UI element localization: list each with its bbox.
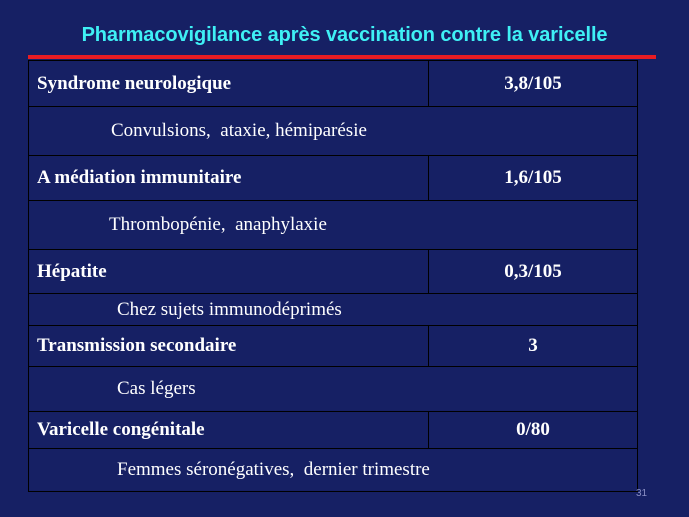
page-number: 31 bbox=[636, 488, 648, 499]
table-row-detail-4 bbox=[29, 367, 637, 412]
row-value: 0,3/105 bbox=[504, 260, 562, 282]
title-underline bbox=[28, 55, 656, 59]
table-row-detail-5 bbox=[29, 449, 637, 491]
row-detail: Chez sujets immunodéprimés bbox=[117, 298, 342, 320]
row-detail: Convulsions, ataxie, hémiparésie bbox=[111, 120, 367, 141]
table-row-header-4 bbox=[29, 326, 637, 367]
row-detail: Femmes séronégatives, dernier trimestre bbox=[117, 459, 430, 480]
row-label: Syndrome neurologique bbox=[29, 61, 429, 106]
table-row-header-1 bbox=[29, 61, 637, 107]
pharmacovigilance-table bbox=[28, 60, 638, 492]
table-row-detail-2 bbox=[29, 201, 637, 250]
table-row-header-3 bbox=[29, 250, 637, 294]
row-label: Hépatite bbox=[29, 250, 429, 293]
row-detail: Cas légers bbox=[117, 378, 196, 399]
row-label: Varicelle congénitale bbox=[29, 412, 429, 448]
row-label: A médiation immunitaire bbox=[29, 156, 429, 200]
row-value: 0/80 bbox=[516, 419, 550, 440]
table-row-header-5 bbox=[29, 412, 637, 449]
row-value: 1,6/105 bbox=[504, 167, 562, 188]
row-value: 3,8/105 bbox=[504, 72, 562, 94]
row-detail: Thrombopénie, anaphylaxie bbox=[109, 214, 327, 235]
table-row-detail-3 bbox=[29, 294, 637, 326]
row-value: 3 bbox=[528, 335, 538, 356]
slide-title: Pharmacovigilance après vaccination contre la varicelle bbox=[81, 24, 608, 46]
table-row-header-2 bbox=[29, 156, 637, 201]
table-row-detail-1 bbox=[29, 107, 637, 156]
row-label: Transmission secondaire bbox=[29, 326, 429, 366]
